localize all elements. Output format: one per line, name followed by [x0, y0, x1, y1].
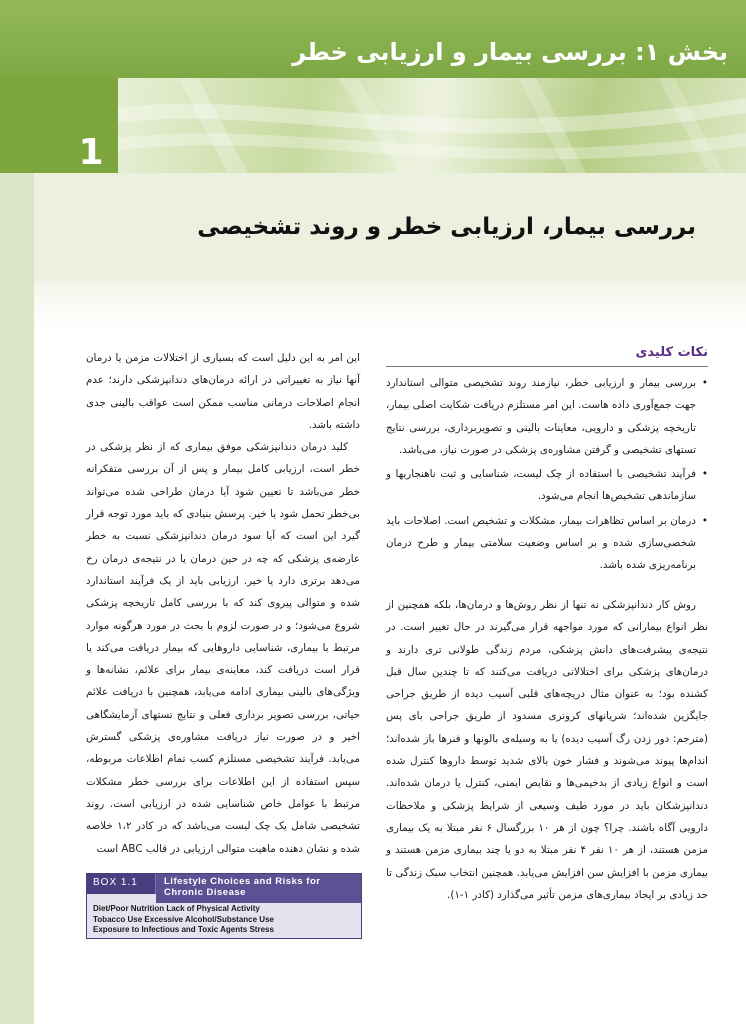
box-1-1 [86, 873, 362, 939]
body-paragraph: کلید درمان دندانپزشکی موفق بیماری که از نظر پزشکی در خطر است، ارزیابی کامل بیمار و پس از آن بررسی متفکرانه خطر می‌باشد تا تعیین شود آیا درمان طراحی شده می‌تواند بی‌خطر تحمل شود یا خیر. پرسش بنیادی که باید مورد توجه قرار گیرد این است که آیا سود درمان دندانپزشکی نسبت به خطر عارضه‌ی پزشکی که چه در حین درمان یا در نتیجه‌ی درمان رخ می‌دهد برتری دارد یا خیر. ارزیابی باید از یک فرآیند استاندارد شده و متوالی پیروی کند که با بررسی کامل تاریخچه پزشکی شروع می‌شود؛ و در صورت لزوم با بحث در مورد هرگونه موارد مرتبط با بیماری، شناسایی داروهایی که بیمار دریافت می‌کند یا قرار است دریافت کند، معاینه‌ی بیمار برای علائم، نشانه‌ها و ویژگی‌های بالینی بیماری ادامه می‌یابد، همچنین با دریافت علائم حیاتی، بررسی تصویر برداری فعلی و نتایج تستهای آزمایشگاهی اخیر و در صورت نیاز دریافت مشاوره‌ی پزشکی گسترش می‌یابد. فرآیند تشخیصی مستلزم کسب تمام اطلاعات مربوطه، سپس استفاده از این اطلاعات برای بررسی خطر مشکلات مرتبط با عوامل خاص شناسایی شده در ارزیابی است. روند تشخیصی شامل یک چک لیست می‌باشد که در کادر ۱،۲ خلاصه شده و نشان دهنده ماهیت متوالی ارزیابی در قالب ABC است [86, 441, 360, 855]
box-number: BOX 1.1 [87, 874, 156, 894]
body-paragraph: روش کار دندانپزشکی نه تنها از نظر روش‌ها و درمان‌ها، بلکه همچنین از نظر انواع بیمارانی که مورد مواجهه قرار می‌گیرند در حال تغییر است. در نتیجه‌ی پیشرفت‌های دانش پزشکی، مردم زندگی طولانی تری دارند و درمان‌های پزشکی برای اختلالاتی دریافت می‌کنند که تا چندین سال قبل کشنده بود؛ به عنوان مثال دریچه‌های قلبی آسیب دیده از طریق جراحی جایگزین شده‌اند؛ شریانهای کرونری مسدود از طریق جراحی بای پس (مترجم: دور زدن رگ آسیب دیده) یا به وسیله‌ی بالونها و فنرها باز شده‌اند؛ اندام‌ها پیوند می‌شوند و فشار خون بالای شدید توسط داروها کنترل شده است و انواع زیادی از بدخیمی‌ها و نقایص ایمنی، کنترل یا درمان شده‌اند. دندانپزشکان باید در مورد طیف وسیعی از شرایط پزشکی و ملاحظات دارویی آگاه باشند. چرا؟ چون از هر ۱۰ بزرگسال ۶ نفر مبتلا به یک بیماری مزمن هستند، از هر ۱۰ نفر ۴ نفر مبتلا به دو یا چند بیماری مزمن هستند و بیماری مزمن با افزایش سن افزایش می‌یابد. همچنین انتخاب سبک زندگی تا حد زیادی بر ایجاد بیماری‌های مزمن تأثیر می‌گذارد (کادر ۱-۱). [386, 599, 708, 901]
body-paragraph: این امر به این دلیل است که بسیاری از اختلالات مزمن یا درمان آنها نیاز به تغییراتی در ارائه درمان‌های دندانپزشکی دارند؛ عدم انجام اصلاحات درمانی مناسب ممکن است عواقب بالینی جدی داشته باشد. [86, 352, 360, 431]
box-title: Lifestyle Choices and Risks for Chronic Disease [156, 874, 361, 903]
box-line: Exposure to Infectious and Toxic Agents Stress [93, 925, 274, 934]
decorative-stripes [118, 78, 746, 173]
key-points-list [386, 372, 708, 579]
key-points-heading-row [386, 342, 708, 367]
left-margin-bar [0, 173, 34, 1024]
decorative-banner [118, 78, 746, 173]
key-points-heading: نکات کلیدی [635, 345, 708, 360]
key-point-item: • فرآیند تشخیصی با استفاده از چک لیست، شناسایی و ثبت ناهنجاریها و سازماندهی تشخیص‌ها انجام می‌شود. [386, 463, 696, 508]
box-line: Tobacco Use Excessive Alcohol/Substance Use [93, 914, 274, 924]
box-header [87, 874, 361, 898]
box-line: Diet/Poor Nutrition Lack of Physical Activity [93, 904, 260, 913]
chapter-title: بررسی بیمار، ارزیابی خطر و روند تشخیصی [197, 214, 696, 240]
key-point-item: • درمان بر اساس تظاهرات بیمار، مشکلات و تشخیص است. اصلاحات باید شخصی‌سازی شده و بر اساس وضعیت سلامتی بیمار و طرح درمان برنامه‌ریزی شده باشد. [386, 510, 696, 577]
left-column-body [86, 347, 360, 860]
part-title: بخش ۱: بررسی بیمار و ارزیابی خطر [292, 38, 728, 66]
key-point-item: • بررسی بیمار و ارزیابی خطر، نیازمند روند تشخیصی متوالی استاندارد جهت جمع‌آوری داده هاست. این امر مستلزم دریافت شکایت اصلی بیمار، تاریخچه پزشکی و دارویی، معاینات بالینی و تصویربرداری، بررسی نتایج تستهای تشخیصی و گرفتن مشاوره‌ی پزشکی در صورت نیاز، می‌باشد. [386, 372, 696, 461]
right-column-body [386, 594, 708, 906]
chapter-title-band-fade [34, 281, 746, 329]
chapter-number: 1 [78, 132, 104, 173]
